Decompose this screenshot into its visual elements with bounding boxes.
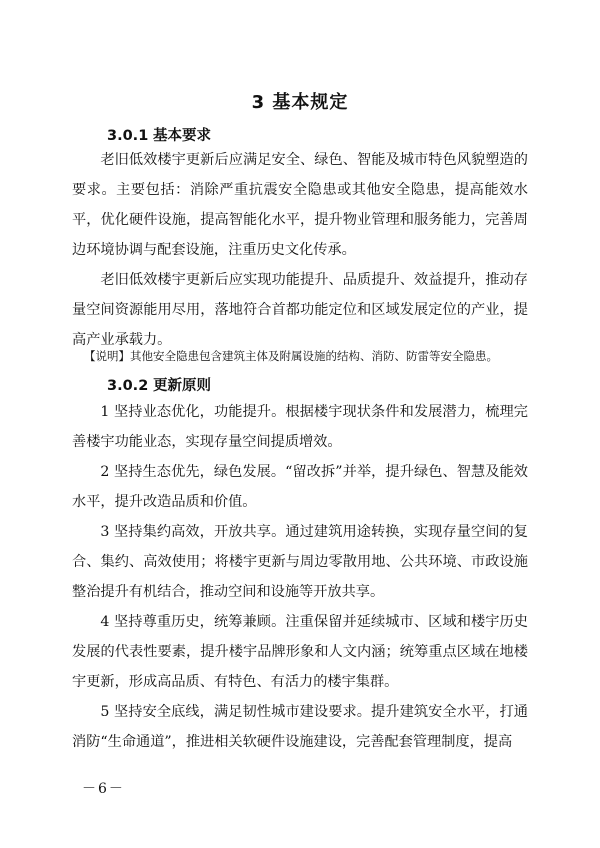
principle-item-4: 4 坚持尊重历史，统筹兼顾。注重保留并延续城市、区域和楼宇历史发展的代表性要素，提升楼宇品牌形象和人文内涵；统筹重点区域在地楼宇更新，形成高品质、有特色、有活力的楼宇集群。 xyxy=(72,614,528,690)
section-heading-3-0-1 xyxy=(107,124,211,145)
principle-item-1: 1 坚持业态优化，功能提升。根据楼宇现状条件和发展潜力，梳理完善楼宇功能业态，实现存量空间提质增效。 xyxy=(72,404,528,450)
section-title: 更新原则 xyxy=(153,378,211,394)
chapter-title: 3 基本规定 xyxy=(251,92,349,113)
principle-item-2: 2 坚持生态优先，绿色发展。“留改拆”并举，提升绿色、智慧及能效水平，提升改造品质和价值。 xyxy=(72,464,528,510)
page-number: －6－ xyxy=(82,781,125,797)
section-title: 基本要求 xyxy=(153,128,211,144)
explanation-note: 【说明】其他安全隐患包含建筑主体及附属设施的结构、消防、防雷等安全隐患。 xyxy=(84,349,498,363)
section-number: 3.0.1 xyxy=(107,128,149,144)
principle-item-5: 5 坚持安全底线，满足韧性城市建设要求。提升建筑安全水平，打通消防“生命通道”，推进相关软硬件设施建设，完善配套管理制度，提高 xyxy=(72,704,528,750)
principle-item-3: 3 坚持集约高效，开放共享。通过建筑用途转换，实现存量空间的复合、集约、高效使用；将楼宇更新与周边零散用地、公共环境、市政设施整治提升有机结合，推动空间和设施等开放共享。 xyxy=(72,524,528,600)
paragraph-basic-requirements-1: 老旧低效楼宇更新后应满足安全、绿色、智能及城市特色风貌塑造的要求。主要包括：消除严重抗震安全隐患或其他安全隐患，提高能效水平，优化硬件设施，提高智能化水平，提升物业管理和服务能力，完善周边环境协调与配套设施，注重历史文化传承。 xyxy=(72,152,528,258)
paragraph-basic-requirements-2: 老旧低效楼宇更新后应实现功能提升、品质提升、效益提升，推动存量空间资源能用尽用，落地符合首都功能定位和区域发展定位的产业，提高产业承载力。 xyxy=(72,272,528,348)
section-heading-3-0-2 xyxy=(107,374,211,395)
section-number: 3.0.2 xyxy=(107,378,149,394)
